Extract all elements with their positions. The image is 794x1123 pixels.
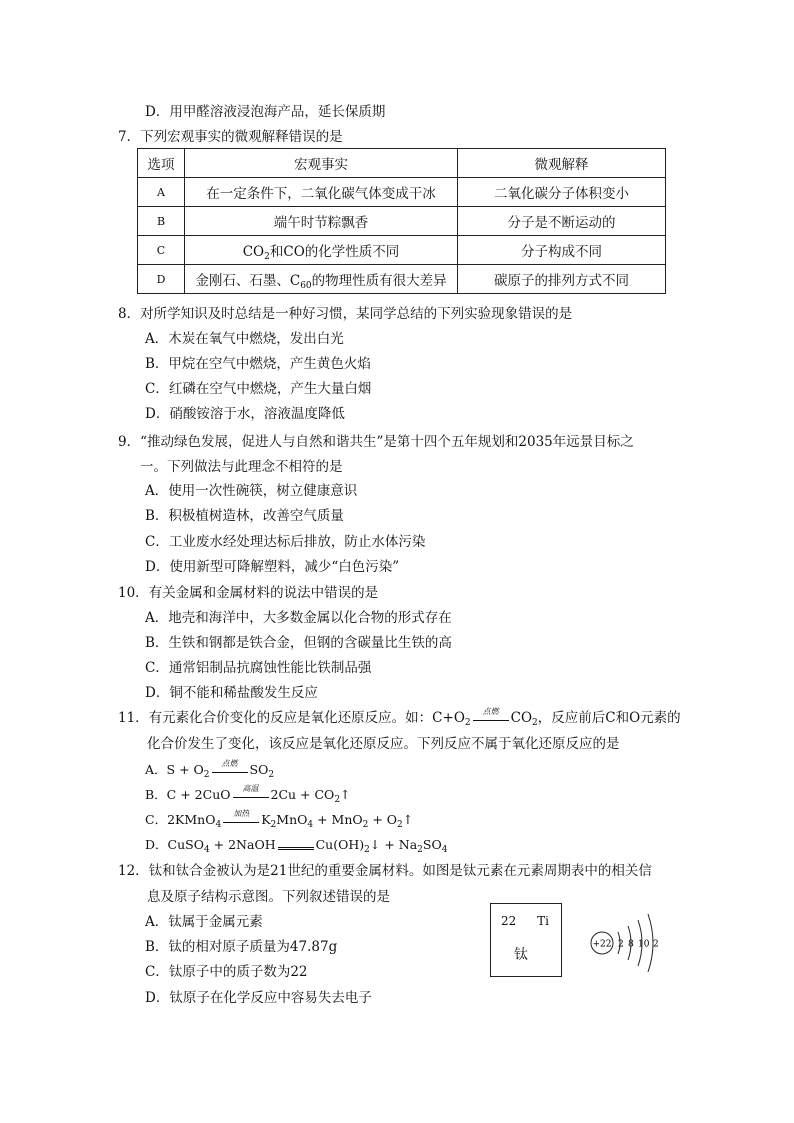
subscript: 4 bbox=[203, 845, 210, 855]
header-fact: 宏观事实 bbox=[185, 149, 458, 178]
equation-text: K bbox=[261, 812, 271, 827]
q9-option-c: C．工业废水经处理达标后排放，防止水体污染 bbox=[145, 534, 426, 550]
q11-stem-line1 bbox=[118, 706, 681, 728]
precipitate-arrow: ↓ bbox=[369, 837, 381, 852]
q10-option-d: D．铜不能和稀盐酸发生反应 bbox=[145, 685, 318, 701]
subscript: 4 bbox=[307, 820, 314, 830]
stem-text: CO bbox=[510, 710, 533, 726]
q9-option-b: B．积极植树造林，改善空气质量 bbox=[145, 508, 344, 524]
q8-option-a: A．木炭在氧气中燃烧，发出白光 bbox=[145, 331, 344, 347]
q10-option-c: C．通常铝制品抗腐蚀性能比铁制品强 bbox=[145, 660, 372, 676]
q10-stem: 10．有关金属和金属材料的说法中错误的是 bbox=[118, 585, 379, 601]
q9-stem-line2: 一。下列做法与此理念不相符的是 bbox=[140, 459, 343, 475]
subscript: 2 bbox=[270, 820, 277, 830]
row-explanation: 分子是不断运动的 bbox=[458, 207, 666, 236]
equation-text: D．CuSO bbox=[145, 837, 204, 852]
row-fact: 端午时节粽飘香 bbox=[185, 207, 458, 236]
reaction-condition bbox=[210, 758, 250, 780]
row-explanation: 碳原子的排列方式不同 bbox=[458, 265, 666, 294]
q11-option-c bbox=[145, 808, 414, 830]
shell-electrons-4: 2 bbox=[653, 939, 659, 950]
fact-text: 和CO的化学性质不同 bbox=[269, 244, 400, 260]
equation-text: + O bbox=[368, 812, 398, 827]
reaction-condition bbox=[221, 808, 261, 830]
periodic-table-cell bbox=[490, 903, 562, 977]
row-fact bbox=[185, 265, 458, 294]
row-option: B bbox=[138, 207, 185, 236]
q8-option-b: B．甲烷在空气中燃烧，产生黄色火焰 bbox=[145, 356, 371, 372]
q12-stem-line1: 12．钛和钛合金被认为是21世纪的重要金属材料。如图是钛元素在元素周期表中的相关信 bbox=[118, 863, 652, 879]
equation-text: SO bbox=[249, 762, 269, 777]
gas-arrow: ↑ bbox=[340, 787, 351, 802]
subscript: 2 bbox=[397, 820, 403, 830]
q11-option-d bbox=[145, 836, 447, 855]
stem-text: ，反应前后C和O元素的 bbox=[537, 710, 681, 726]
equation-text: + MnO bbox=[313, 812, 363, 827]
q10-option-b: B．生铁和钢都是铁合金，但钢的含碳量比生铁的高 bbox=[145, 635, 452, 651]
equation-text: MnO bbox=[276, 812, 308, 827]
condition-label: 点燃 bbox=[482, 706, 499, 716]
fact-text: CO bbox=[242, 244, 265, 260]
equation-text: Cu(OH) bbox=[315, 837, 365, 852]
q12-option-a: A．钛属于金属元素 bbox=[145, 914, 263, 930]
q9-stem-line1: 9．“推动绿色发展，促进人与自然和谐共生”是第十四个五年规划和2035年远景目标之 bbox=[118, 434, 634, 450]
nucleus-charge: +22 bbox=[592, 939, 612, 950]
q9-option-a: A．使用一次性碗筷，树立健康意识 bbox=[145, 483, 358, 499]
subscript: 2 bbox=[362, 820, 369, 830]
subscript: 2 bbox=[364, 845, 370, 855]
fact-subscript: 2 bbox=[264, 252, 270, 262]
q7-table bbox=[137, 148, 666, 294]
q12-option-b: B．钛的相对原子质量为47.87g bbox=[145, 939, 338, 955]
subscript: 4 bbox=[441, 845, 448, 855]
stem-text: 11．有元素化合价变化的反应是氧化还原反应。如：C+O bbox=[118, 710, 465, 726]
subscript: 4 bbox=[215, 820, 222, 830]
q6-option-d: D．用甲醛溶液浸泡海产品，延长保质期 bbox=[145, 104, 386, 120]
table-row bbox=[138, 207, 666, 236]
row-explanation: 分子构成不同 bbox=[458, 236, 666, 265]
fact-subscript: 60 bbox=[300, 281, 312, 291]
q10-option-a: A．地壳和海洋中，大多数金属以化合物的形式存在 bbox=[145, 610, 452, 626]
reaction-condition bbox=[471, 706, 511, 728]
shell-electrons-1: 2 bbox=[618, 939, 624, 950]
atom-structure-diagram bbox=[588, 904, 668, 984]
q12-option-c: C．钛原子中的质子数为22 bbox=[145, 964, 308, 980]
subscript: 2 bbox=[532, 718, 538, 728]
subscript: 2 bbox=[268, 770, 275, 780]
row-option: A bbox=[138, 178, 185, 207]
condition-label: 点燃 bbox=[221, 758, 238, 768]
equation-text: A．S + O bbox=[145, 762, 204, 777]
q7-stem: 7．下列宏观事实的微观解释错误的是 bbox=[118, 129, 343, 145]
reaction-condition bbox=[231, 783, 271, 805]
equation-text: SO bbox=[422, 837, 442, 852]
equation-text: + 2NaOH bbox=[209, 837, 276, 852]
q11-option-a bbox=[145, 758, 275, 780]
row-explanation: 二氧化碳分子体积变小 bbox=[458, 178, 666, 207]
q8-stem: 8．对所学知识及时总结是一种好习惯，某同学总结的下列实验现象错误的是 bbox=[118, 306, 573, 322]
q11-stem-line2: 化合价发生了变化，该反应是氧化还原反应。下列反应不属于氧化还原反应的是 bbox=[147, 736, 620, 752]
row-option: D bbox=[138, 265, 185, 294]
gas-arrow: ↑ bbox=[402, 812, 414, 827]
q11-option-b bbox=[145, 783, 351, 805]
equation-text: B．C + 2CuO bbox=[145, 787, 231, 802]
row-option: C bbox=[138, 236, 185, 265]
q8-option-c: C．红磷在空气中燃烧，产生大量白烟 bbox=[145, 381, 372, 397]
fact-text: 金刚石、石墨、C bbox=[195, 273, 301, 289]
subscript: 2 bbox=[417, 845, 423, 855]
equation-text: C．2KMnO bbox=[145, 812, 216, 827]
subscript: 2 bbox=[464, 718, 471, 728]
equation-text: 2Cu + CO bbox=[270, 787, 335, 802]
reaction-equals bbox=[276, 837, 316, 855]
q12-option-d: D．钛原子在化学反应中容易失去电子 bbox=[145, 990, 372, 1006]
table-row bbox=[138, 265, 666, 294]
equation-text: + Na bbox=[380, 837, 418, 852]
element-symbol: Ti bbox=[537, 914, 549, 928]
table-row bbox=[138, 178, 666, 207]
shell-electrons-2: 8 bbox=[628, 939, 634, 950]
fact-text: 的物理性质有很大差异 bbox=[311, 273, 447, 289]
condition-label: 高温 bbox=[242, 783, 259, 793]
header-option: 选项 bbox=[138, 149, 185, 178]
row-fact: 在一定条件下，二氧化碳气体变成干冰 bbox=[185, 178, 458, 207]
table-header-row bbox=[138, 149, 666, 178]
row-fact bbox=[185, 236, 458, 265]
subscript: 2 bbox=[203, 770, 210, 780]
header-explanation: 微观解释 bbox=[458, 149, 666, 178]
element-name: 钛 bbox=[514, 947, 528, 963]
shell-electrons-3: 10 bbox=[638, 939, 650, 950]
condition-label: 加热 bbox=[233, 808, 250, 818]
table-row bbox=[138, 236, 666, 265]
q8-option-d: D．硝酸铵溶于水，溶液温度降低 bbox=[145, 406, 345, 422]
q12-stem-line2: 息及原子结构示意图。下列叙述错误的是 bbox=[147, 889, 390, 905]
q9-option-d: D．使用新型可降解塑料，减少“白色污染” bbox=[145, 559, 400, 575]
subscript: 2 bbox=[334, 795, 341, 805]
atomic-number: 22 bbox=[501, 914, 517, 928]
